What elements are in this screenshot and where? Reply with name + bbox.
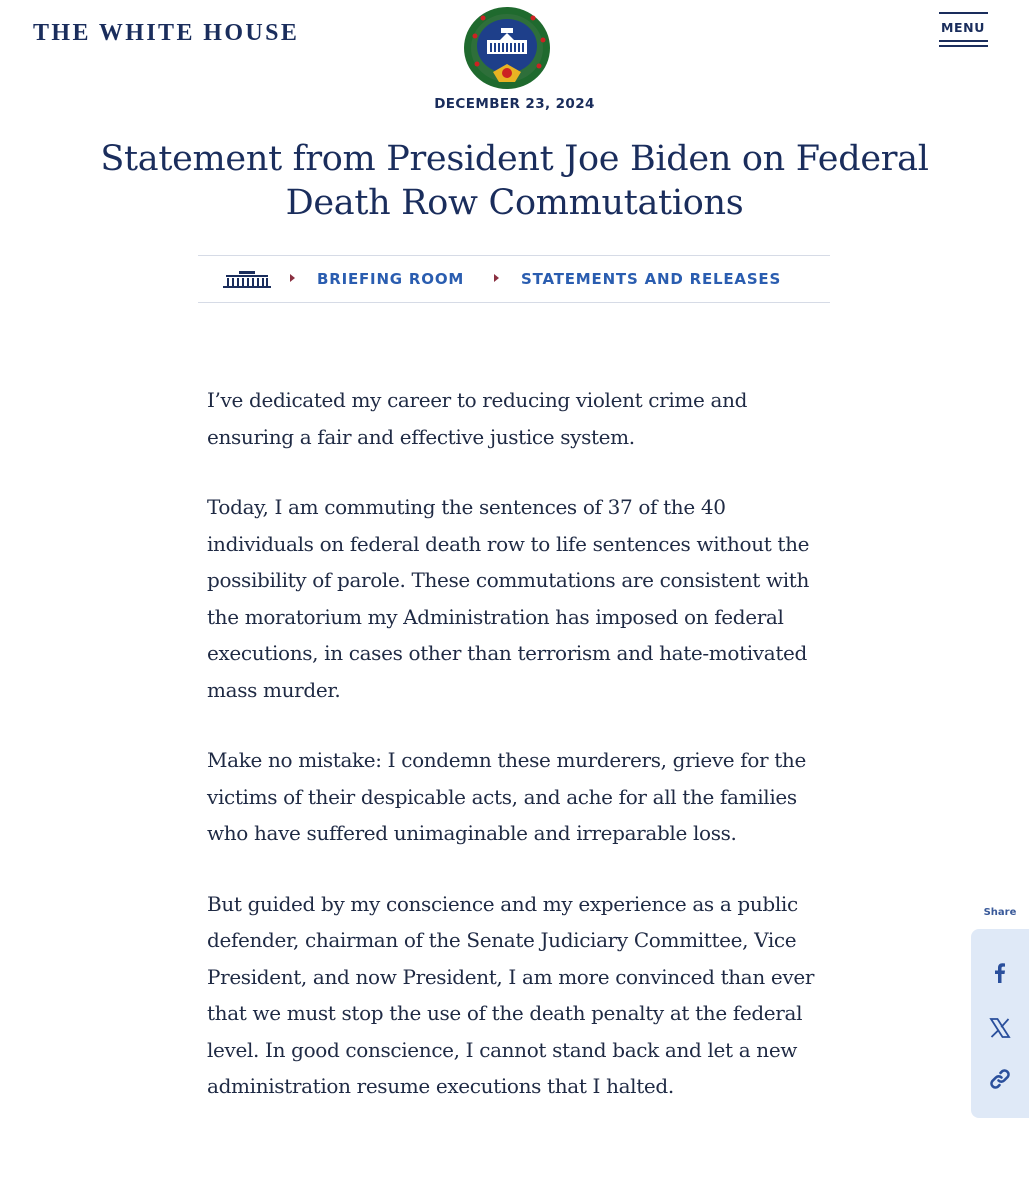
menu-button[interactable] <box>938 12 988 47</box>
article-body <box>207 382 827 1139</box>
menu-bottom-bar <box>939 40 988 42</box>
x-icon[interactable] <box>987 1015 1013 1041</box>
breadcrumb <box>198 255 830 303</box>
breadcrumb-chevron-icon <box>290 274 295 282</box>
facebook-icon[interactable] <box>987 960 1013 986</box>
breadcrumb-briefing-room[interactable]: BRIEFING ROOM <box>317 270 465 288</box>
white-house-holiday-seal-icon[interactable] <box>463 6 551 90</box>
white-house-home-icon[interactable] <box>223 270 271 288</box>
article-paragraph: Today, I am commuting the sentences of 37 of the 40 individuals on federal death row to life sentences without the possibility of parole. These commutations are consistent with the moratorium my Administration has imposed on federal executions, in cases other than terrorism and hate-motivated mass murder. <box>207 495 810 702</box>
article-paragraph: I’ve dedicated my career to reducing violent crime and ensuring a fair and effective justice system. <box>207 388 748 449</box>
article-title: Statement from President Joe Biden on Federal Death Row Commutations <box>100 139 929 223</box>
site-name-logo-text[interactable]: THE WHITE HOUSE <box>33 20 300 46</box>
article-paragraph: But guided by my conscience and my experience as a public defender, chairman of the Senate Judiciary Committee, Vice President, and now President, I am more convinced than ever that we must stop the use of the death penalty at the federal level. In good conscience, I cannot stand back and let a new administration resume executions that I halted. <box>207 891 815 1098</box>
menu-label: MENU <box>941 20 985 35</box>
breadcrumb-statements-and-releases[interactable]: STATEMENTS AND RELEASES <box>521 270 782 288</box>
article-paragraph: Make no mistake: I condemn these murderers, grieve for the victims of their despicable acts, and ache for all the families who have suffered unimaginable and irreparable loss. <box>207 748 806 845</box>
breadcrumb-chevron-icon <box>494 274 499 282</box>
menu-bottom-bar-2 <box>939 45 988 47</box>
share-label: Share <box>983 907 1017 918</box>
share-panel <box>971 929 1029 1118</box>
article-date: DECEMBER 23, 2024 <box>434 96 595 112</box>
menu-top-bar <box>939 12 988 14</box>
link-icon[interactable] <box>987 1066 1013 1092</box>
